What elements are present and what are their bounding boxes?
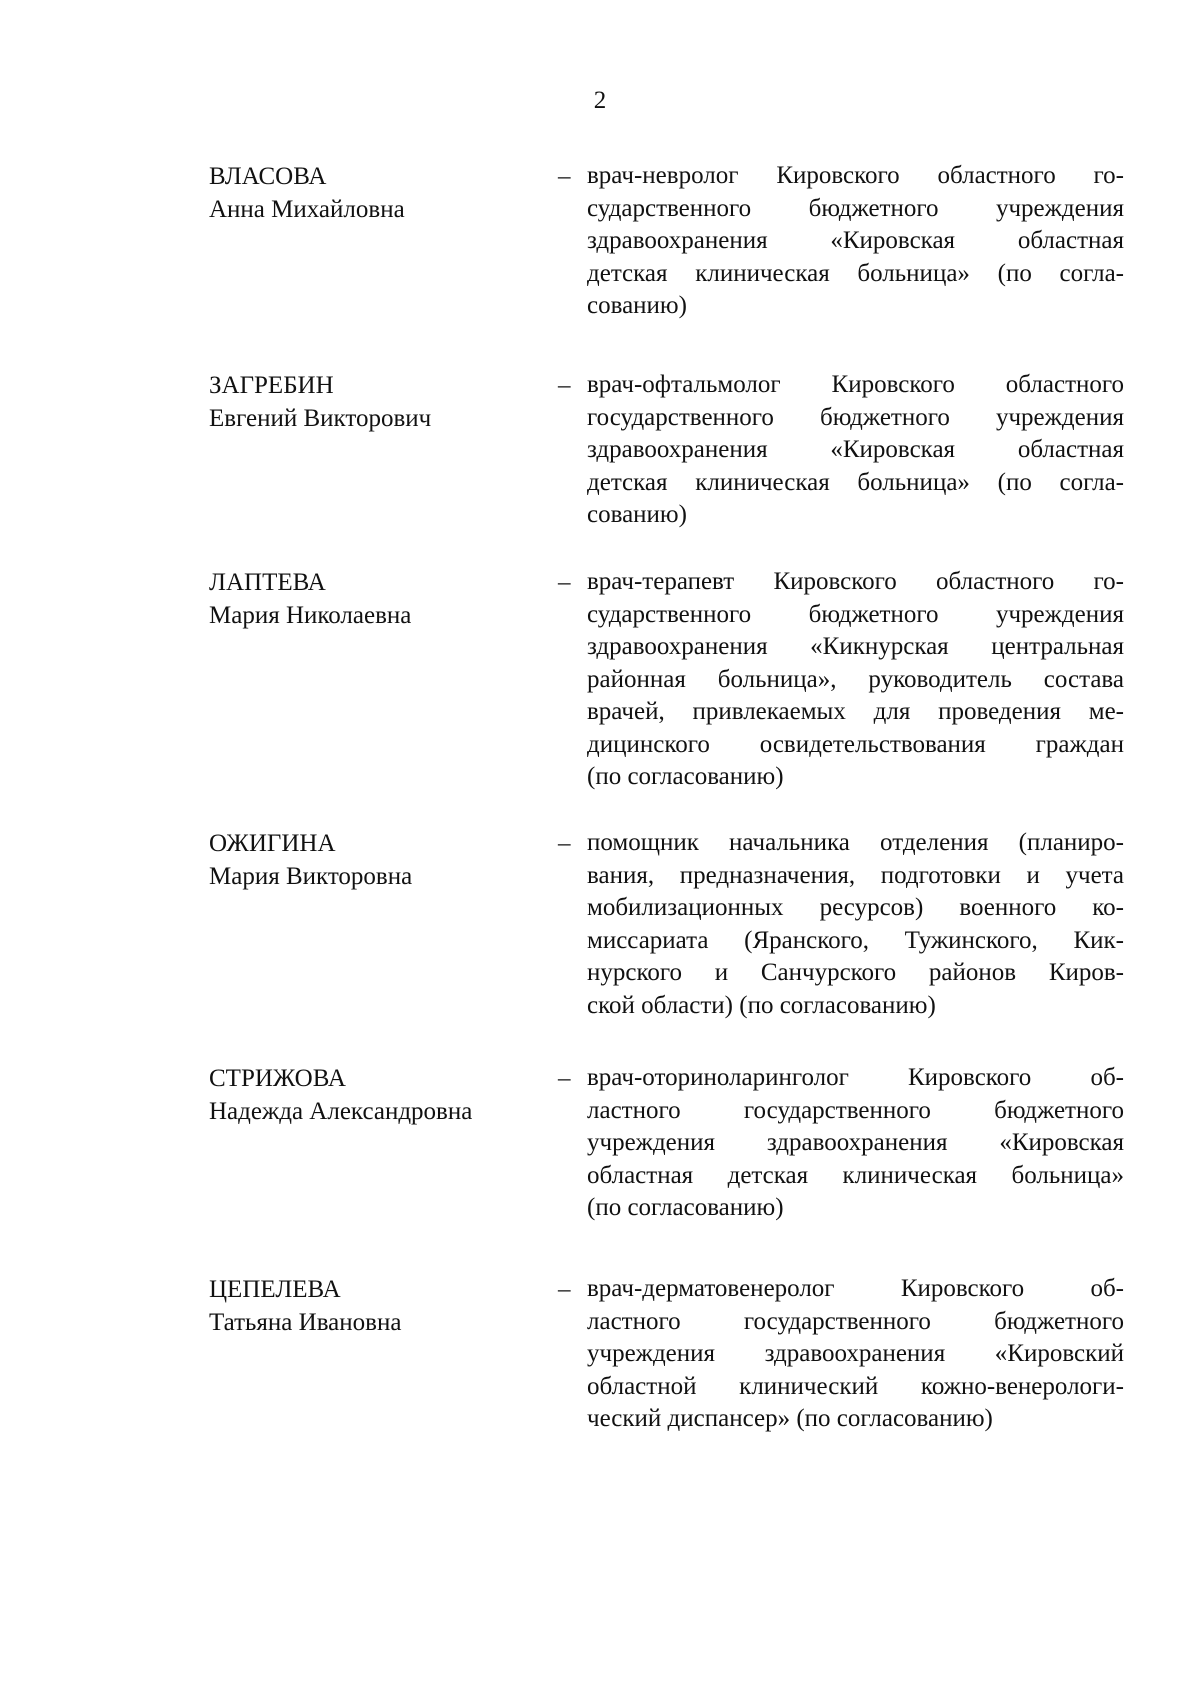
person-surname: ВЛАСОВА: [209, 163, 327, 190]
person-given-name: Татьяна Ивановна: [209, 1309, 402, 1336]
role-line: здравоохранения «Кикнурская центральная: [587, 633, 1124, 660]
separator-dash: –: [558, 163, 571, 190]
person-given-name: Надежда Александровна: [209, 1098, 473, 1125]
role-line: здравоохранения «Кировская областная: [587, 227, 1124, 254]
person-name: [209, 1273, 549, 1339]
person-given-name: Анна Михайловна: [209, 196, 405, 223]
person-role: [587, 827, 1124, 1022]
role-line: детская клиническая больница» (по согла-: [587, 468, 1124, 496]
role-line: врач-терапевт Кировского областного го-: [587, 568, 1124, 595]
person-role: [587, 160, 1124, 323]
person-role: [587, 566, 1124, 794]
role-line: сударственного бюджетного учреждения: [587, 600, 1124, 628]
person-surname: ЗАГРЕБИН: [209, 372, 334, 399]
role-line: областная детская клиническая больница»: [587, 1161, 1124, 1189]
person-surname: СТРИЖОВА: [209, 1065, 346, 1092]
person-given-name: Мария Николаевна: [209, 602, 412, 629]
person-role: [587, 369, 1124, 532]
role-line: миссариата (Яранского, Тужинского, Кик-: [587, 926, 1124, 954]
person-name: [209, 160, 549, 226]
role-line: врач-дерматовенеролог Кировского об-: [587, 1275, 1124, 1302]
person-surname: ЦЕПЕЛЕВА: [209, 1276, 341, 1303]
person-surname: ОЖИГИНА: [209, 830, 336, 857]
role-line: учреждения здравоохранения «Кировская: [587, 1129, 1124, 1156]
role-line: ской области) (по согласованию): [587, 991, 936, 1019]
role-line: ластного государственного бюджетного: [587, 1307, 1124, 1335]
page-number: 2: [593, 87, 607, 114]
role-line: сударственного бюджетного учреждения: [587, 194, 1124, 222]
role-line: государственного бюджетного учреждения: [587, 403, 1124, 431]
person-role: [587, 1062, 1124, 1225]
role-line: сованию): [587, 501, 687, 528]
separator-dash: –: [558, 830, 571, 857]
person-given-name: Евгений Викторович: [209, 405, 432, 432]
role-line: дицинского освидетельствования граждан: [587, 730, 1124, 758]
role-line: ластного государственного бюджетного: [587, 1096, 1124, 1124]
person-surname: ЛАПТЕВА: [209, 569, 326, 596]
role-line: (по согласованию): [587, 763, 784, 790]
role-line: (по согласованию): [587, 1194, 784, 1221]
role-line: здравоохранения «Кировская областная: [587, 436, 1124, 463]
role-line: врач-оториноларинголог Кировского об-: [587, 1064, 1124, 1091]
role-line: помощник начальника отделения (планиро-: [587, 829, 1124, 856]
person-name: [209, 827, 549, 893]
person-given-name: Мария Викторовна: [209, 863, 413, 890]
role-line: вания, предназначения, подготовки и учета: [587, 861, 1124, 889]
separator-dash: –: [558, 372, 571, 399]
role-line: врачей, привлекаемых для проведения ме-: [587, 698, 1124, 725]
role-line: врач-невролог Кировского областного го-: [587, 162, 1124, 189]
separator-dash: –: [558, 1065, 571, 1092]
role-line: областной клинический кожно-венерологи-: [587, 1372, 1124, 1400]
role-line: нурского и Санчурского районов Киров-: [587, 959, 1124, 986]
role-line: сованию): [587, 292, 687, 319]
role-line: ческий диспансер» (по согласованию): [587, 1405, 993, 1432]
person-name: [209, 369, 549, 435]
role-line: детская клиническая больница» (по согла-: [587, 259, 1124, 287]
role-line: мобилизационных ресурсов) военного ко-: [587, 894, 1124, 921]
person-name: [209, 1062, 549, 1128]
separator-dash: –: [558, 1276, 571, 1303]
person-name: [209, 566, 549, 632]
role-line: учреждения здравоохранения «Кировский: [587, 1340, 1124, 1367]
person-role: [587, 1273, 1124, 1436]
separator-dash: –: [558, 569, 571, 596]
role-line: врач-офтальмолог Кировского областного: [587, 371, 1124, 398]
role-line: районная больница», руководитель состава: [587, 665, 1124, 693]
